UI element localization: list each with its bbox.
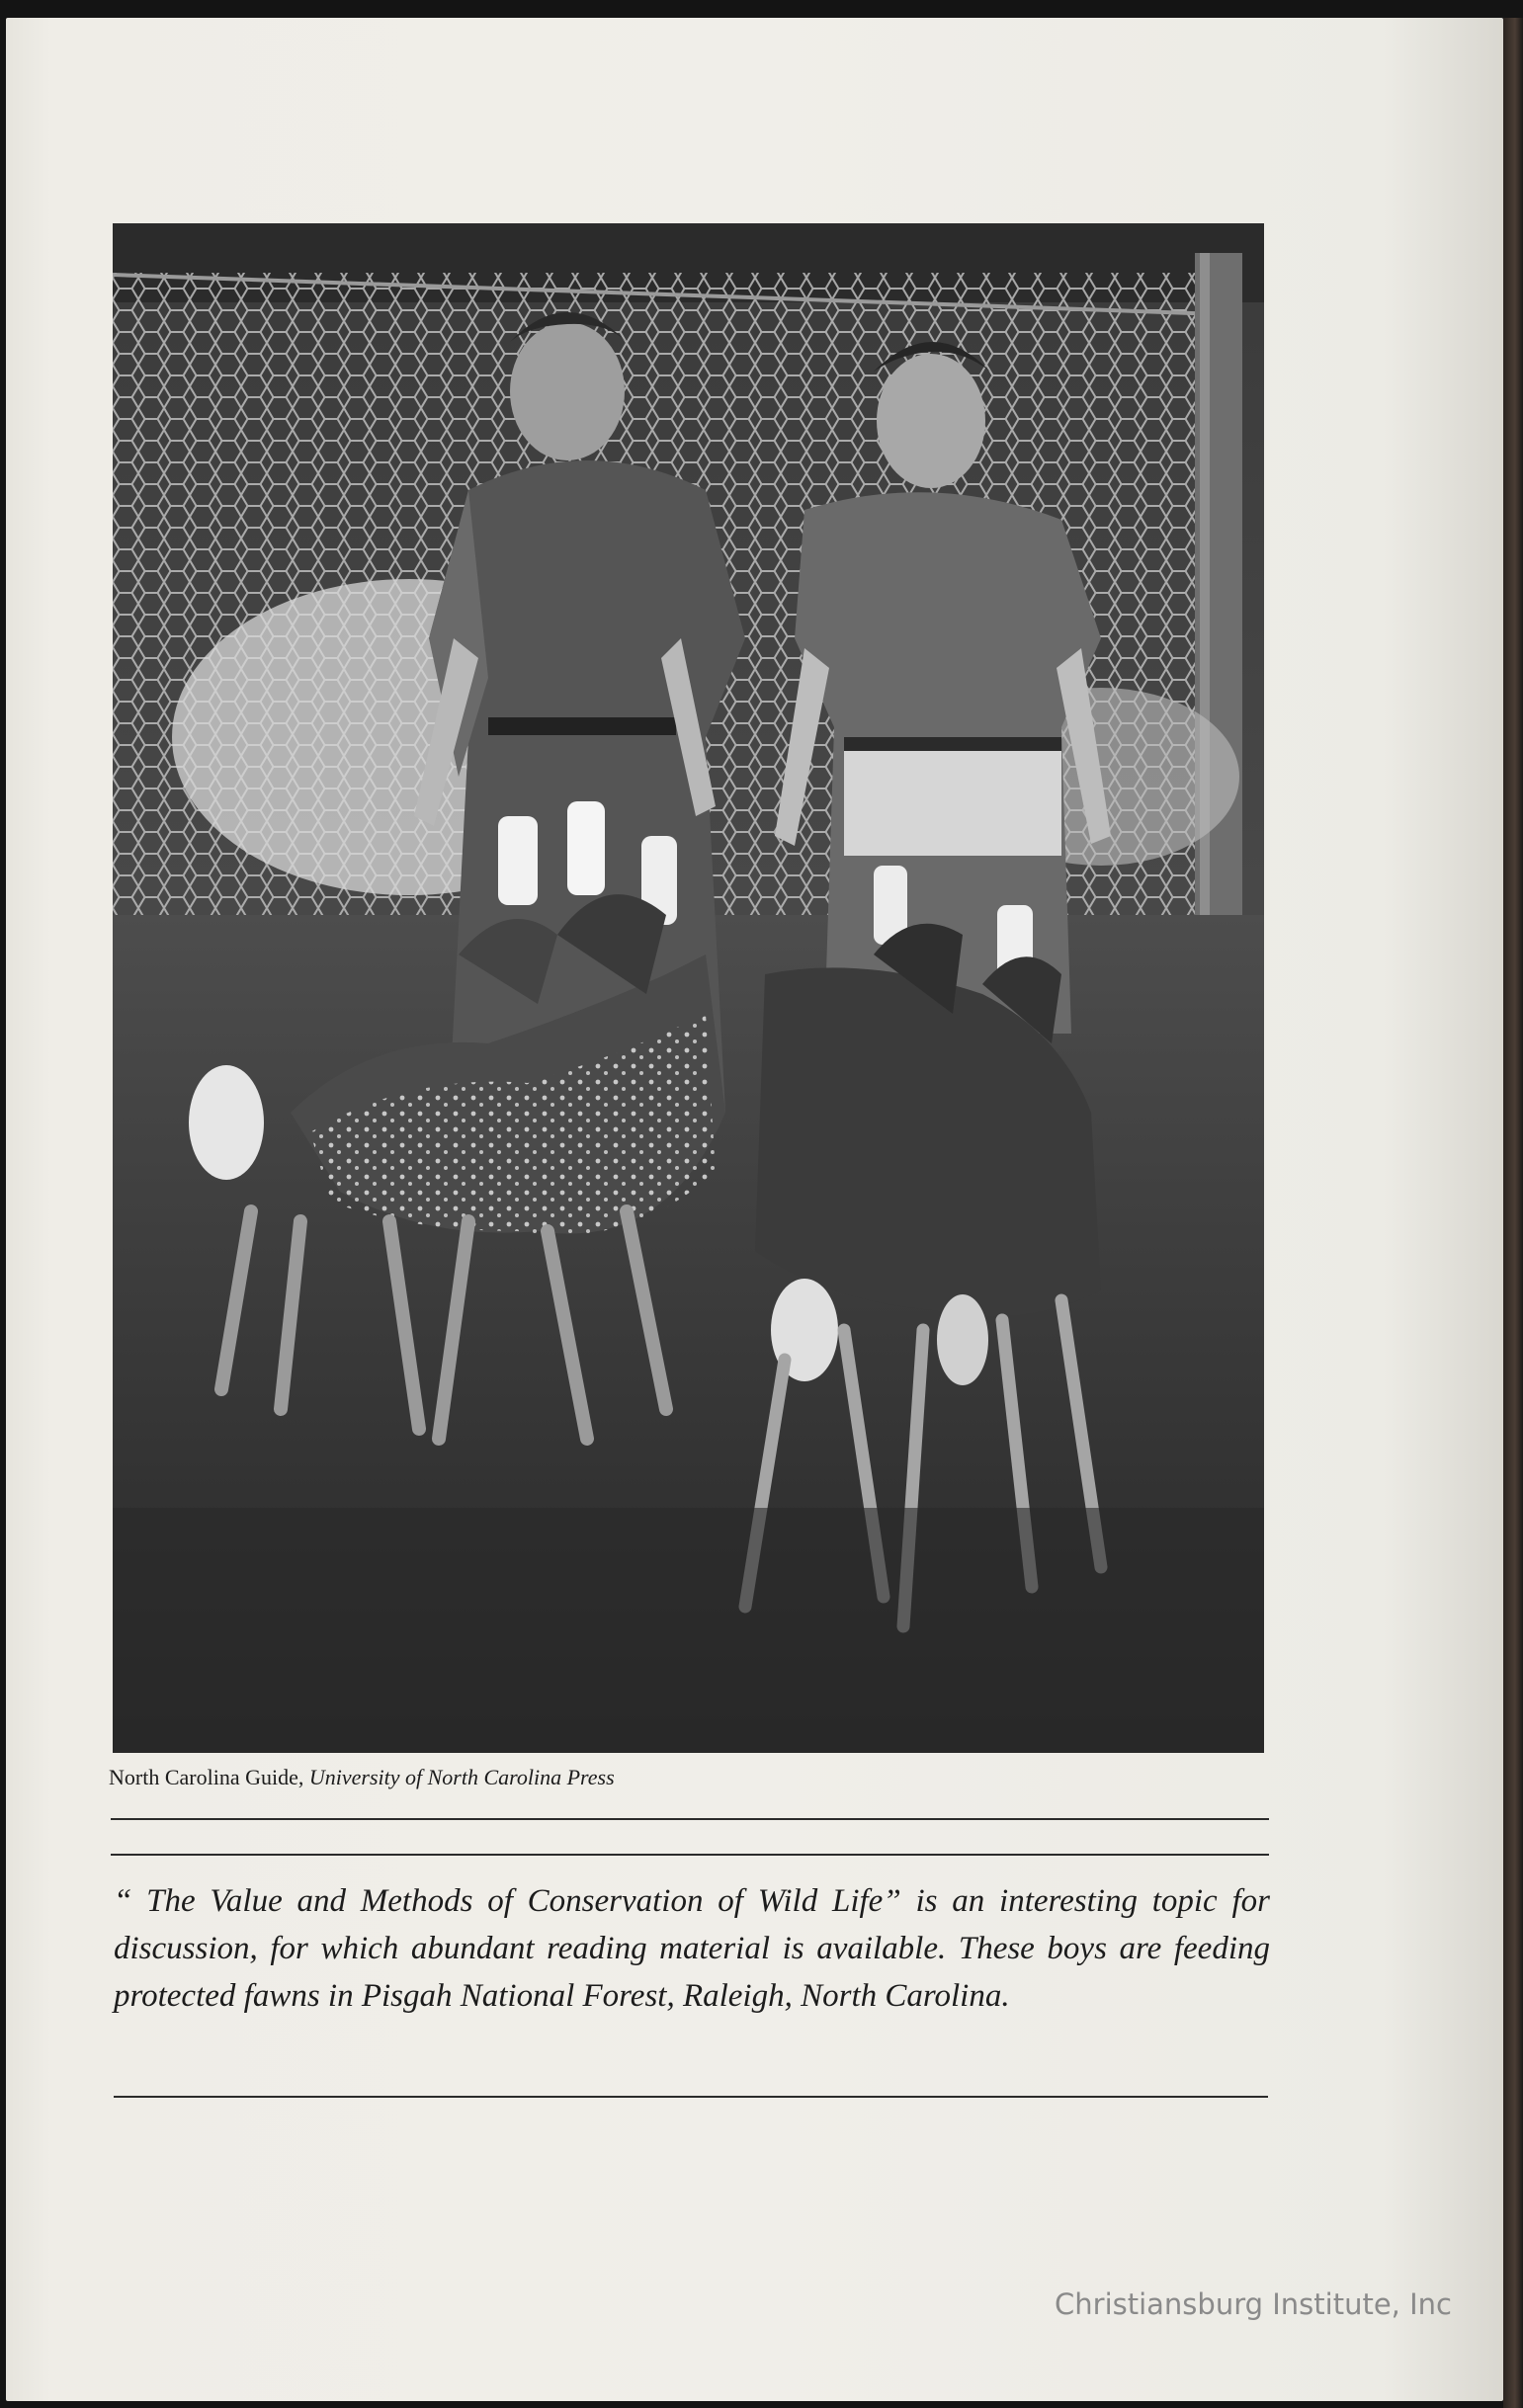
photo-icon: [113, 223, 1264, 1753]
photo-credit: [109, 1765, 1295, 1790]
halftone-photograph: [113, 223, 1264, 1753]
rule-top: [111, 1818, 1269, 1820]
caption-paragraph: “ The Value and Methods of Conservation of Wild Life” is an interesting topic for discussion, for which abundant reading material is available. These boys are feeding protected fawns in Pisgah National Forest, Raleigh, North Carolina.: [114, 1883, 1270, 2014]
rule-bottom: [114, 2096, 1268, 2098]
credit-source: North Carolina Guide,: [109, 1765, 304, 1789]
book-edge: [1503, 18, 1523, 2408]
credit-publisher: University of North Carolina Press: [308, 1765, 615, 1789]
watermark-text: Christiansburg Institute, Inc: [1055, 2287, 1452, 2321]
rule-upper: [111, 1854, 1269, 1856]
